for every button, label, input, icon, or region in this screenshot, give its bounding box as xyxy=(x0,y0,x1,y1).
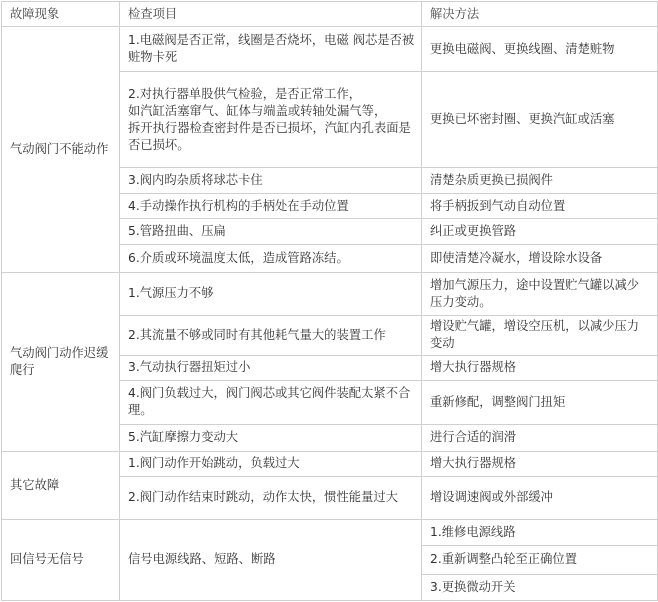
fix-cell: 增加气源压力，途中设置贮气罐以减少压力变动。 xyxy=(422,273,658,316)
fix-cell: 增大执行器规格 xyxy=(422,356,658,380)
check-cell: 2.其流量不够或同时有其他耗气量大的装置工作 xyxy=(120,315,422,356)
fix-cell: 清楚杂质更换已损阀件 xyxy=(422,168,658,193)
check-cell: 信号电源线路、短路、断路 xyxy=(120,519,422,600)
check-cell: 4.手动操作执行机构的手柄处在手动位置 xyxy=(120,193,422,218)
fix-cell: 3.更换微动开关 xyxy=(422,574,658,601)
fix-cell: 增设贮气罐，增设空压机，以减少压力变动 xyxy=(422,315,658,356)
symptom-cell: 气动阀门不能动作 xyxy=(2,27,120,273)
check-cell: 1.电磁阀是否正常，线圈是否烧坏，电磁 阀芯是否被赃物卡死 xyxy=(120,27,422,72)
check-line: 拆开执行器检查密封件是否已损坏，汽缸内孔表面是否已损坏。 xyxy=(128,120,411,152)
fix-cell: 进行合适的润滑 xyxy=(422,425,658,451)
table-row xyxy=(2,27,658,72)
fix-cell: 1.维修电源线路 xyxy=(422,519,658,545)
fix-cell: 纠正或更换管路 xyxy=(422,219,658,244)
fix-cell: 更换已坏密封圈、更换汽缸或活塞 xyxy=(422,72,658,168)
check-cell: 2.阀门动作结束时跳动，动作太快，惯性能量过大 xyxy=(120,477,422,520)
table-row xyxy=(2,451,658,476)
symptom-cell: 其它故障 xyxy=(2,451,120,519)
fault-table xyxy=(1,1,658,601)
check-cell: 1.气源压力不够 xyxy=(120,273,422,316)
symptom-cell: 气动阀门动作迟缓爬行 xyxy=(2,273,120,452)
table-row xyxy=(2,519,658,545)
check-cell: 3.阀内昀杂质将球芯卡住 xyxy=(120,168,422,193)
symptom-cell: 回信号无信号 xyxy=(2,519,120,600)
header-fix: 解决方法 xyxy=(422,2,658,27)
table-row xyxy=(2,273,658,316)
check-line: 2.对执行器单股供气检验，是否正常工作， xyxy=(128,86,362,101)
header-symptom: 故障现象 xyxy=(2,2,120,27)
header-check: 检查项目 xyxy=(120,2,422,27)
fix-cell: 更换电磁阀、更换线圈、清楚赃物 xyxy=(422,27,658,72)
check-cell: 5.汽缸摩擦力变动大 xyxy=(120,425,422,451)
check-cell: 6.介质或环境温度太低，造成管路冻结。 xyxy=(120,244,422,272)
check-cell: 1.阀门动作开始跳动，负载过大 xyxy=(120,451,422,476)
check-cell: 3.气动执行器扭矩过小 xyxy=(120,356,422,380)
fix-cell: 增设调速阀或外部缓冲 xyxy=(422,477,658,520)
check-cell: 4.阀门负载过大，阀门阀芯或其它阀件装配太紧不合理。 xyxy=(120,380,422,425)
fix-cell: 2.重新调整凸轮至正确位置 xyxy=(422,546,658,574)
check-cell xyxy=(120,72,422,168)
fix-cell: 将手柄扳到气动自动位置 xyxy=(422,193,658,218)
fix-cell: 即使清楚冷凝水，增设除水设备 xyxy=(422,244,658,272)
table-header-row xyxy=(2,2,658,27)
fix-cell: 增大执行器规格 xyxy=(422,451,658,476)
check-line: 如汽缸活塞窜气、缸体与端盖或转轴处漏气等， xyxy=(128,103,387,118)
fix-cell: 重新修配，调整阀门扭矩 xyxy=(422,380,658,425)
check-cell: 5.管路扭曲、压扁 xyxy=(120,219,422,244)
